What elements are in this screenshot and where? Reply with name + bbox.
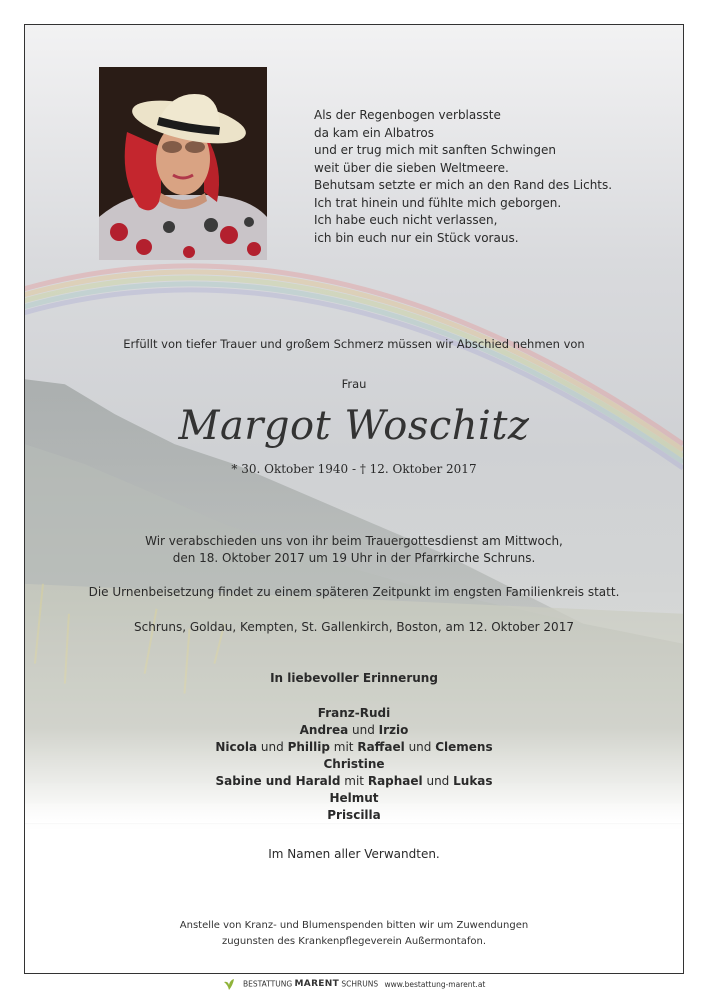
donation-note (25, 918, 683, 950)
poem-line: Ich trat hinein und fühlte mich geborgen. (314, 195, 562, 210)
family-line (25, 739, 683, 756)
urn-burial-info: Die Urnenbeisetzung findet zu einem späteren Zeitpunkt im engsten Familienkreis statt. (88, 585, 620, 599)
intro-text: Erfüllt von tiefer Trauer und großem Schmerz müssen wir Abschied nehmen von (123, 337, 585, 351)
family-member: Christine (323, 757, 385, 771)
portrait-photo (99, 67, 267, 260)
connector-text: und (422, 774, 454, 788)
family-member: Helmut (329, 791, 379, 805)
connector-text: und (257, 740, 288, 754)
connector-text: mit (340, 774, 368, 788)
family-member: Nicola (215, 740, 258, 754)
family-member: Clemens (435, 740, 493, 754)
connector-text: und (348, 723, 379, 737)
connector-text: mit (329, 740, 358, 754)
place-and-date: Schruns, Goldau, Kempten, St. Gallenkirch, Boston, am 12. Oktober 2017 (134, 620, 574, 634)
salutation: Frau (341, 377, 367, 391)
footer-brand: MARENT (294, 979, 340, 989)
service-info (25, 533, 683, 567)
poem-line: da kam ein Albatros (314, 125, 434, 140)
poem-line: Behutsam setzte er mich an den Rand des Lichts. (314, 178, 613, 192)
family-line (25, 773, 683, 790)
deceased-name: Margot Woschitz (178, 403, 530, 449)
family-member: Franz-Rudi (317, 706, 391, 720)
footer-prefix: BESTATTUNG (243, 979, 293, 989)
poem (314, 107, 654, 247)
poem-line: Als der Regenbogen verblasste (314, 108, 501, 122)
donation-line: Anstelle von Kranz- und Blumenspenden bitten wir um Zuwendungen (179, 920, 529, 931)
family-line (25, 722, 683, 739)
family-member: Raffael (357, 740, 405, 754)
connector-text: und (404, 740, 436, 754)
footer-town: SCHRUNS (341, 979, 379, 989)
service-line: Wir verabschieden uns von ihr beim Trauergottesdienst am Mittwoch, (145, 534, 563, 548)
leaf-logo-icon (222, 977, 236, 991)
family-member: Sabine und Harald (215, 774, 341, 788)
life-dates: * 30. Oktober 1940 - † 12. Oktober 2017 (231, 462, 477, 476)
footer-url[interactable]: www.bestattung-marent.at (384, 979, 486, 989)
poem-line: Ich habe euch nicht verlassen, (314, 213, 498, 227)
service-line: den 18. Oktober 2017 um 19 Uhr in der Pfarrkirche Schruns. (172, 551, 536, 565)
relatives-signoff: Im Namen aller Verwandten. (268, 847, 440, 861)
poem-line: weit über die sieben Weltmeere. (314, 160, 509, 175)
family-member: Priscilla (327, 808, 381, 822)
family-member: Lukas (453, 774, 493, 788)
family-member: Raphael (367, 774, 423, 788)
family-member: Irzio (378, 723, 409, 737)
poem-line: ich bin euch nur ein Stück voraus. (314, 230, 519, 245)
donation-line: zugunsten des Krankenpflegeverein Außermontafon. (221, 936, 487, 947)
family-list (25, 705, 683, 824)
obituary-frame (24, 24, 684, 974)
poem-line: und er trug mich mit sanften Schwingen (314, 143, 556, 157)
family-member: Phillip (287, 740, 330, 754)
family-member: Andrea (299, 723, 349, 737)
funeral-home-footer (0, 977, 707, 991)
memory-heading: In liebevoller Erinnerung (270, 671, 438, 685)
